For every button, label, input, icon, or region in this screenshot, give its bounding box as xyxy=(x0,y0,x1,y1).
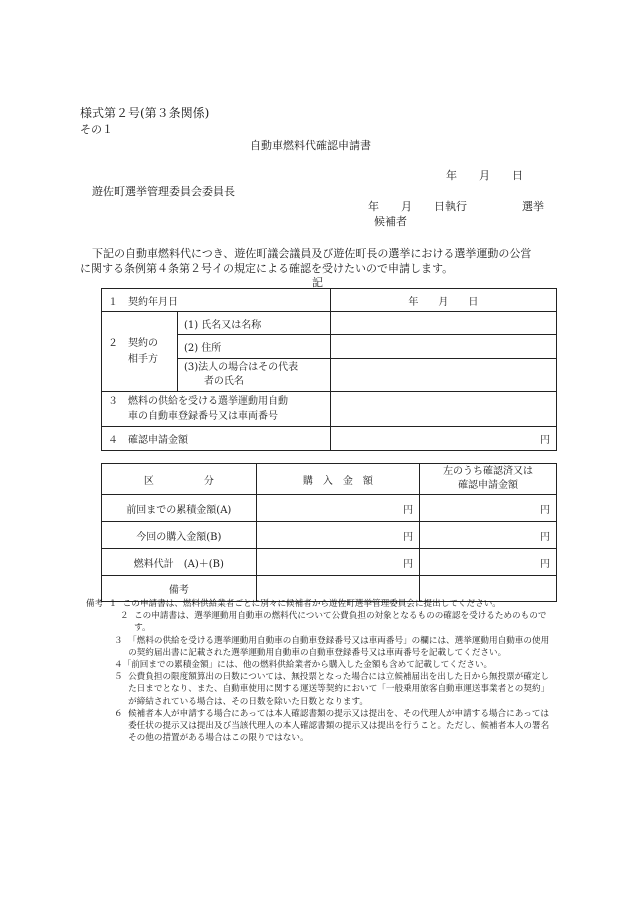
representative-value xyxy=(330,359,556,392)
cumulative-confirmed-yen: 円 xyxy=(420,495,557,522)
addressee: 遊佐町選挙管理委員会委員長 xyxy=(92,185,235,198)
current-purchase-yen: 円 xyxy=(256,522,419,549)
total-purchase-yen: 円 xyxy=(256,549,419,576)
table-row xyxy=(102,427,557,451)
table-row xyxy=(102,392,557,427)
note-6: ６ 候補者本人が申請する場合にあっては本人確認書類の提示又は提出を、その代理人が申請する場合にあっては委任状の提示又は提出及び当該代理人の本人確認書類の提示又は提出を行うこと。ただし、候補者本人の署名その他の措置がある場合はこの限りではない。 xyxy=(114,708,550,744)
notes-label: 備考 xyxy=(86,599,104,609)
remarks-label: 備考 xyxy=(102,576,257,602)
document-title: 自動車燃料代確認申請書 xyxy=(250,139,371,152)
note-5: ５ 公費負担の限度額算出の日数については、無投票となった場合には立候補届出を出した日から無投票が確定した日までとなり、また、自動車使用に関する運送等契約において「一般乗用旅客自動車運送事業者との契約」が締結されている場合は、その日数を除いた日数となります。 xyxy=(114,672,550,707)
vehicle-number-value xyxy=(330,392,556,427)
representative-label: (3)法人の場合はその代表 者の氏名 xyxy=(177,359,330,392)
header-confirmed: 左のうち確認済又は 確認申請金額 xyxy=(420,464,557,495)
table-row xyxy=(102,522,557,549)
candidate-label: 候補者 xyxy=(374,215,407,228)
cumulative-label: 前回までの累積金額(A) xyxy=(102,495,257,522)
form-label: 様式第２号(第３条関係) xyxy=(80,106,210,120)
requested-amount-label: ４ 確認申請金額 xyxy=(102,427,331,451)
table-row xyxy=(102,312,557,335)
counterparty-label: ２ 契約の 相手方 xyxy=(102,312,178,392)
intro-line-2: に関する条例第４条第２号イの規定による確認を受けたいので申請します。 xyxy=(80,262,454,275)
contract-table xyxy=(101,288,557,451)
current-confirmed-yen: 円 xyxy=(420,522,557,549)
form-part: その１ xyxy=(80,123,113,136)
table-row xyxy=(102,495,557,522)
counterparty-name-label: (1) 氏名又は名称 xyxy=(177,312,330,335)
application-date: 年 月 日 xyxy=(446,169,523,182)
contract-date-value: 年 月 日 xyxy=(330,289,556,312)
counterparty-address-value xyxy=(330,335,556,359)
note-3: ３ 「燃料の供給を受ける選挙運動用自動車の自動車登録番号又は車両番号」の欄には、選挙運動用自動車の使用の契約届出書に記載された選挙運動用自動車の自動車登録番号又は車両番号を記載してください。 xyxy=(114,635,550,658)
total-confirmed-yen: 円 xyxy=(420,549,557,576)
total-label: 燃料代計 (A)＋(B) xyxy=(102,549,257,576)
contract-date-label: １ 契約年月日 xyxy=(102,289,331,312)
requested-amount-value: 円 xyxy=(330,427,556,451)
table-row xyxy=(102,549,557,576)
table-row xyxy=(102,289,557,312)
table-row xyxy=(102,464,557,495)
vehicle-number-label: ３ 燃料の供給を受ける選挙運動用自動 車の自動車登録番号又は車両番号 xyxy=(102,392,331,427)
header-kubun: 区 分 xyxy=(102,464,257,495)
note-1: 備考 １ この申請書は、燃料供給業者ごとに別々に候補者から遊佐町選挙管理委員会に提出してください。 xyxy=(86,599,501,609)
notes xyxy=(86,598,556,744)
current-label: 今回の購入金額(B) xyxy=(102,522,257,549)
note-4: ４ 「前回までの累積金額」には、他の燃料供給業者から購入した金額も含めて記載してください。 xyxy=(114,660,493,671)
header-purchase: 購 入 金 額 xyxy=(256,464,419,495)
amount-table xyxy=(101,463,557,602)
counterparty-name-value xyxy=(330,312,556,335)
cumulative-purchase-yen: 円 xyxy=(256,495,419,522)
ki-label: 記 xyxy=(312,276,323,289)
intro-line-1: 下記の自動車燃料代につき、遊佐町議会議員及び遊佐町長の選挙における選挙運動の公営 xyxy=(92,247,532,260)
note-2: ２ この申請書は、選挙運動用自動車の燃料代について公費負担の対象となるものの確認を受けるためのものです。 xyxy=(120,611,547,634)
counterparty-address-label: (2) 住所 xyxy=(177,335,330,359)
election-date-line: 年 月 日執行 選挙 xyxy=(368,200,544,213)
